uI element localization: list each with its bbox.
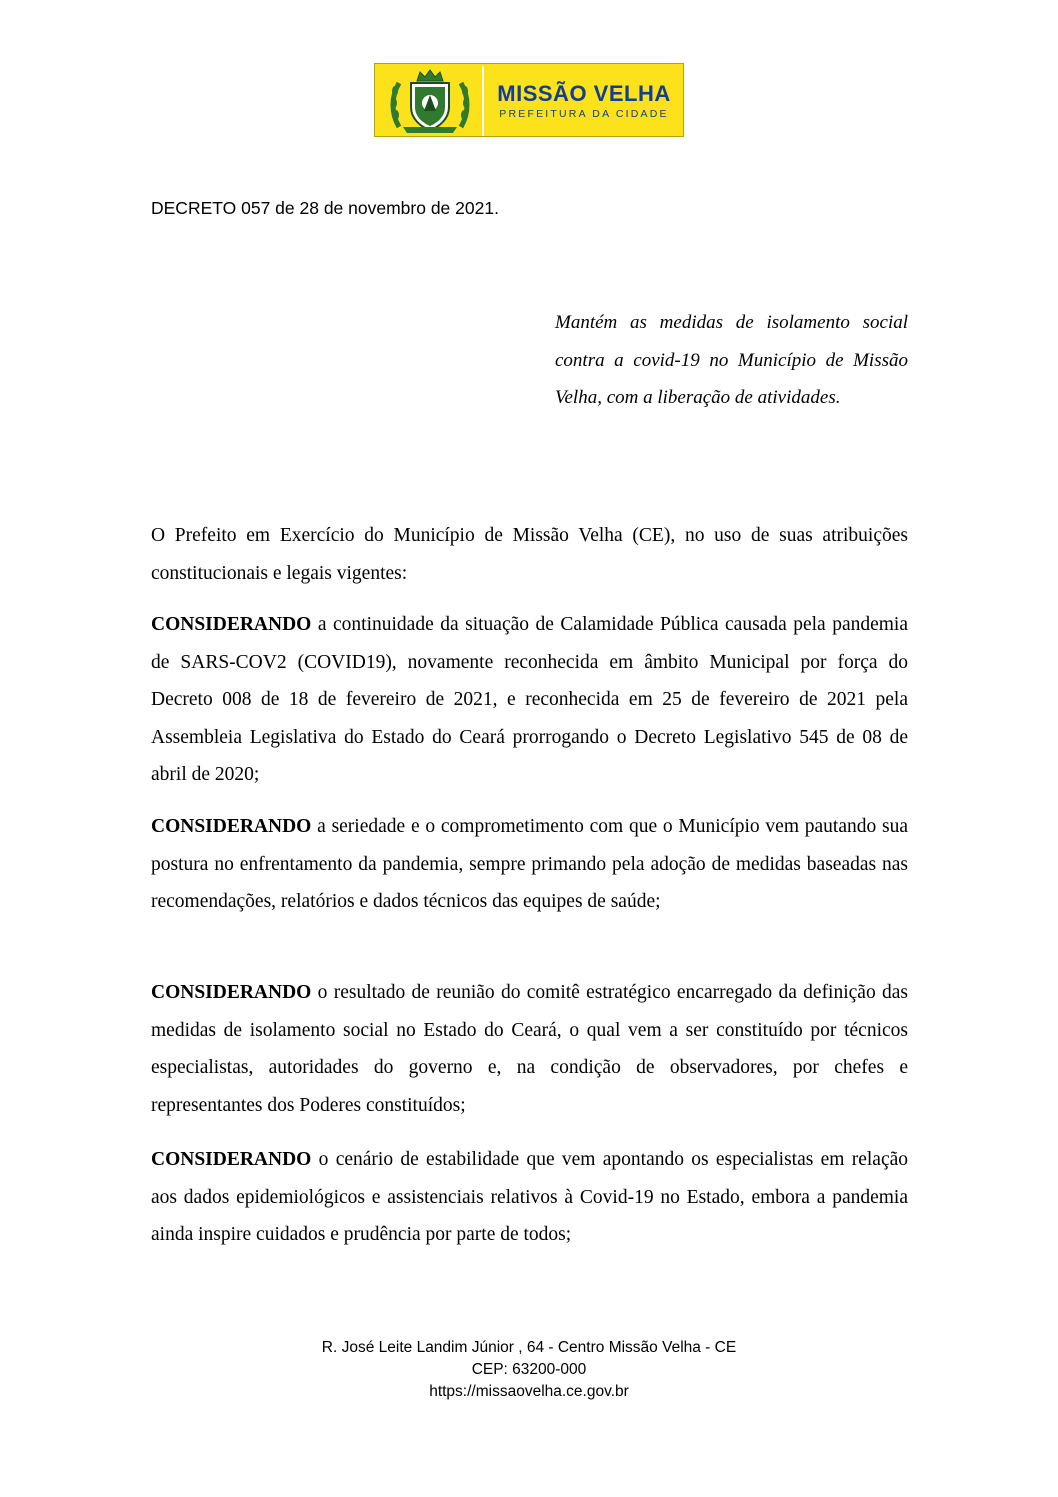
considerando-keyword: CONSIDERANDO (151, 982, 312, 1003)
considerando-paragraph (151, 1141, 908, 1254)
considerando-keyword: CONSIDERANDO (151, 614, 312, 635)
considerando-text: o cenário de estabilidade que vem apontando os especialistas em relação aos dados epidemiológicos e assistenciais relativos à Covid-19 no Estado, embora a pandemia ainda inspire cuidados e prudência por parte de todos; (151, 1149, 909, 1245)
logo-divider (482, 66, 484, 136)
coat-of-arms-icon (389, 67, 471, 135)
logo-subtitle: PREFEITURA DA CIDADE (499, 108, 669, 120)
considerando-paragraph (151, 974, 908, 1124)
considerando-text: a seriedade e o comprometimento com que o Município vem pautando sua postura no enfrentamento da pandemia, sempre primando pela adoção de medidas baseadas nas recomendações, relatórios e dados técnicos das equipes de saúde; (151, 816, 909, 912)
considerando-keyword: CONSIDERANDO (151, 1149, 312, 1170)
decree-title: DECRETO 057 de 28 de novembro de 2021. (151, 198, 499, 218)
considerando-text: o resultado de reunião do comitê estratégico encarregado da definição das medidas de isolamento social no Estado do Ceará, o qual vem a ser constituído por técnicos especialistas, autoridades do governo e, na condição de observadores, por chefes e representantes dos Poderes constituídos; (151, 982, 908, 1116)
considerando-keyword: CONSIDERANDO (151, 816, 312, 837)
considerando-paragraph (151, 606, 908, 794)
logo-city-name: MISSÃO VELHA (497, 81, 671, 106)
footer-website[interactable]: https://missaovelha.ce.gov.br (429, 1383, 629, 1400)
footer-cep: CEP: 63200-000 (471, 1361, 587, 1378)
considerando-paragraph (151, 808, 908, 921)
footer-address: R. José Leite Landim Júnior , 64 - Centro Missão Velha - CE (321, 1339, 737, 1356)
page-footer (0, 1337, 1058, 1403)
intro-paragraph: O Prefeito em Exercício do Município de Missão Velha (CE), no uso de suas atribuições constitucionais e legais vigentes: (151, 525, 908, 584)
decree-summary: Mantém as medidas de isolamento social contra a covid-19 no Município de Missão Velha, com a liberação de atividades. (555, 312, 908, 408)
city-logo (374, 63, 684, 137)
considerando-text: a continuidade da situação de Calamidade Pública causada pela pandemia de SARS-COV2 (COVID19), novamente reconhecida em âmbito Municipal por força do Decreto 008 de 18 de fevereiro de 2021, e reconhecida em 25 de fevereiro de 2021 pela Assembleia Legislativa do Estado do Ceará prorrogando o Decreto Legislativo 545 de 08 de abril de 2020; (151, 614, 908, 785)
